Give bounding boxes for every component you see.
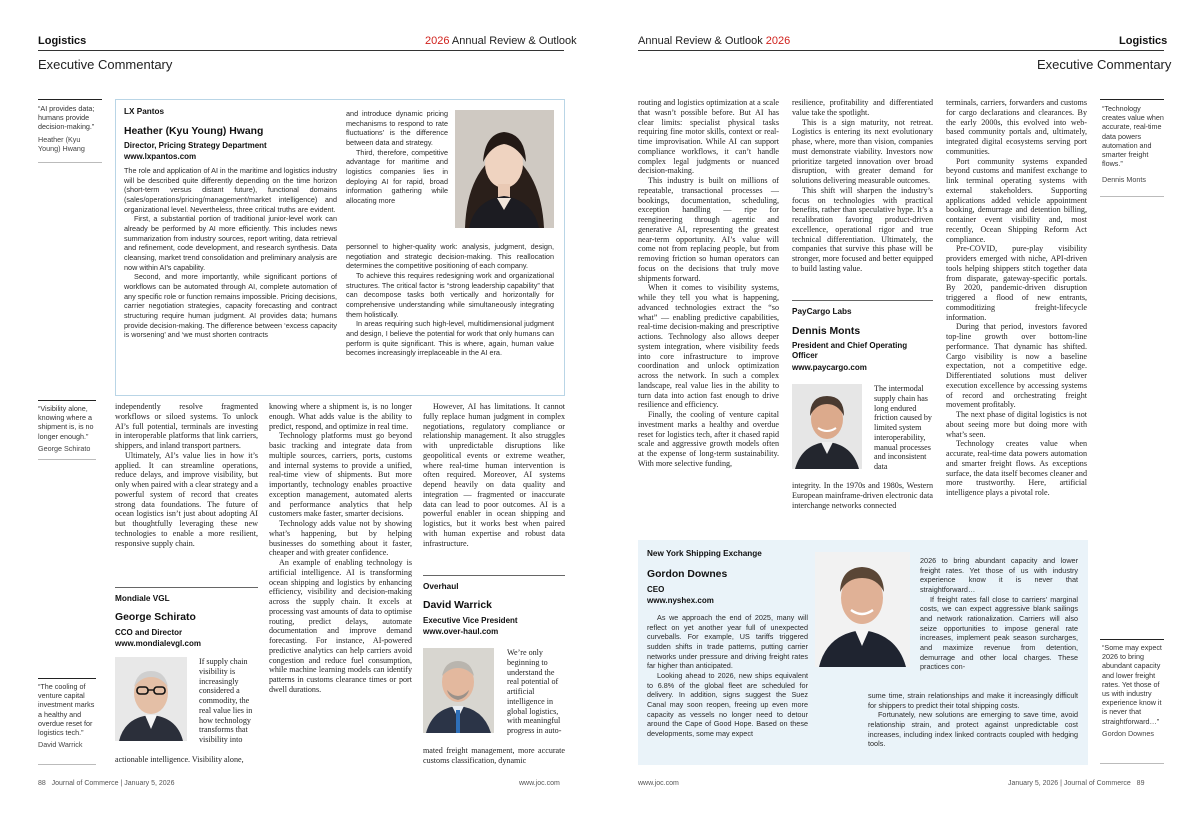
headshot-photo — [423, 648, 494, 733]
article-body: mated freight management, more accurate customs classification, dynamic — [423, 746, 565, 765]
article-body: However, AI has limitations. It cannot fully replace human judgment in complex negotiations, regulatory compliance or relationship management. It also struggles with unpredictable disruptions like geopolitical events or extreme weather, where real-time human intervention is often required. Moreover, AI systems depend heavily on data quality and integration — fragmented or inaccurate data can lead to poor outcomes. AI is a powerful enabler in ocean shipping and logistics, but it works best when paired with human expertise and robust data infrastructure. — [423, 402, 565, 548]
company-name: PayCargo Labs — [792, 307, 852, 316]
right-running-section: Logistics — [1119, 35, 1168, 47]
pull-quote: “Some may expect 2026 to bring abundant capacity and lower freight rates. Yet those of us with industry experience know it is never that straightforward…” Gordon Downes — [1102, 643, 1162, 738]
right-page-title: Executive Commentary — [1037, 57, 1172, 72]
company-name: New York Shipping Exchange — [647, 549, 762, 558]
article-body: and introduce dynamic pricing mechanisms to respond to rate fluctuations’ is the difference between data and strategy. Third, therefore, competitive advantage for maritime and logistics companies lies in deploying AI for rapid, broad information gathering while allocating more — [346, 109, 448, 205]
article-body: 2026 to bring abundant capacity and lower freight rates. Yet those of us with industry experience know it is never that straightforward… If freight rates fall close to carriers’ marginal costs, we can expect aggressive blank sailings and network rationalization. Carriers will also seize opportunities to impose general rate increases, implement peak season surcharges, and maximize revenue from detention, demurrage and other local charges. These practices con- — [920, 556, 1078, 672]
article-body: actionable intelligence. Visibility alone, — [115, 755, 244, 764]
article-body: knowing where a shipment is, is no longer enough. What adds value is the ability to predict, respond, and optimize in real time. Technology platforms must go beyond basic tracking and integrate data from multiple sources, carriers, ports, customs and internal systems to provide a unified, real-time view of shipments. But more importantly, technology enables proactive exception management, automated alerts and performance analytics that help customers make faster, smarter decisions. Technology adds value not by showing what’s happening, but by helping businesses do something about it faster, cheaper and with greater confidence. An example of enabling technology is artificial intelligence. AI is transforming ocean shipping and logistics by enhancing efficiency, visibility and decision-making across the supply chain. It excels at processing vast amounts of data to optimise routing, predict delays, automate documentation and improve demand forecasting. For instance, AI-powered predictive analytics can help carriers avoid congestion and reduce fuel consumption, while machine learning models can identify patterns in customs clearance times or port dwell durations. — [269, 402, 412, 694]
person-title: President and Chief Operating Officer — [792, 341, 908, 360]
article-body: personnel to higher-quality work: analysis, judgment, design, negotiation and strategic decision-making. This reallocation determines the competitive positioning of each company. To achieve this requires redesigning work and organizational structures. The critical factor is “strong leadership capability” that can decompose tasks both vertically and horizontally for comprehensive understanding while simultaneously integrating them holistically. In areas requiring such high-level, multidimensional judgment and design, I believe the potential for work that only humans can perform is quite significant. This is where, again, human value becomes increasingly irreplaceable in the AI era. — [346, 242, 554, 358]
company-url[interactable]: www.lxpantos.com — [124, 152, 197, 161]
company-url[interactable]: www.over-haul.com — [423, 627, 499, 636]
footer-url[interactable]: www.joc.com — [519, 780, 560, 787]
pull-quote: “The cooling of venture capital investment marks a healthy and overdue reset for logistics tech.” David Warrick — [38, 682, 95, 750]
article-body: integrity. In the 1970s and 1980s, Western European mainframe-driven electronic data interchange networks connected — [792, 481, 933, 510]
person-name: George Schirato — [115, 612, 196, 623]
company-url[interactable]: www.nyshex.com — [647, 596, 714, 605]
footer-url[interactable]: www.joc.com — [638, 780, 679, 787]
person-title: Director, Pricing Strategy Department — [124, 141, 267, 150]
article-body: As we approach the end of 2025, many will reflect on yet another year full of unexpected curveballs. For example, US tariffs triggered sudden shifts in trade patterns, putting carrier networks under pressure and driving freight rates far higher than anticipated. Looking ahead to 2026, new ships equivalent to 6.8% of the global fleet are scheduled for delivery. In addition, signs suggest the Suez Canal may soon reopen, freeing up even more capacity as vessels no longer need to detour around the Cape of Good Hope. Based on these developments, some may expect — [647, 613, 808, 738]
company-name: Mondiale VGL — [115, 594, 170, 603]
article-body: The role and application of AI in the maritime and logistics industry will be described quite differently depending on the time horizon (short-term versus distant future), functional domains (sales/operations/pricing/management/market intelligence) and organizational level. Nevertheless, three critical truths are evident. First, a substantial portion of traditional junior-level work can already be performed by AI more efficiently. This includes news summarization from industry sources, report writing, data retrieval and refinement, code development, and research synthesis. Data cleansing, market trend consolidation and preliminary analysis are now within AI’s capability. Second, and more importantly, while significant portions of workflows can be automated through AI, complete automation of any specific role or function remains impossible. Pricing decisions, carrier negotiation strategies, capacity forecasting and contract structuring require human judgment. AI provides data; humans provide decision-making. The difference between ‘excess capacity is worsening’ and ‘we must shorten contracts — [124, 166, 337, 340]
headshot-photo — [792, 384, 862, 469]
person-name: Heather (Kyu Young) Hwang — [124, 126, 264, 137]
pull-quote: “Technology creates value when accurate, real-time data powers automation and smarter freight flows.” Dennis Monts — [1102, 104, 1164, 185]
company-name: Overhaul — [423, 582, 459, 591]
footer-right: January 5, 2026 | Journal of Commerce 89 — [1008, 780, 1145, 787]
article-body: resilience, profitability and differentiated value take the spotlight. This is a sign maturity, not retreat. Logistics is entering its next evolutionary phase, where, more than vision, companies must demonstrate viability. Investors now prioritize targeted innovation over broad disruption, with greater demand for solutions delivering measurable outcomes. This shift will sharpen the industry’s focus on technologies with practical benefits, rather than speculative hype. It’s a recalibration favoring product-driven excellence, operational rigor and true technical differentiation. Ultimately, the companies that survive this phase will be stronger, more focused and better equipped to build lasting value. — [792, 98, 933, 273]
person-name: Dennis Monts — [792, 326, 861, 337]
footer-left: 88 Journal of Commerce | January 5, 2026 — [38, 780, 175, 787]
article-body: If supply chain visibility is increasingly considered a commodity, the real value lies in how technology transforms that visibility into — [199, 657, 253, 744]
article-body: sume time, strain relationships and make it increasingly difficult for shippers to predict their total shipping costs. Fortunately, new solutions are emerging to save time, avoid relationship strain, and protect against unpredictable cost increases, including index linked contracts coupled with hedging tools. — [868, 691, 1078, 749]
article-body: independently resolve fragmented workflows or siloed systems. To unlock AI’s full potential, terminals are investing in interoperable platforms that link carriers, shippers, and inland transport partners. Ultimately, AI’s value lies in how it’s applied. It can streamline operations, reduce delays, and improve visibility, but only when paired with a clear strategy and a powerful system of record that creates strong data foundations. The future of ocean logistics isn’t just about adopting AI but thoughtfully leveraging these new technologies to enable a more resilient, responsive supply chain. — [115, 402, 258, 548]
article-body: terminals, carriers, forwarders and customs for cargo declarations and clearances. By the early 2000s, this evolved into web-based community portals and, ultimately, integrated digital ecosystems serving port communities. Port community systems expanded beyond customs and manifest exchange to link terminal operating systems with external stakeholders. Supporting applications added vehicle appointment booking, demurrage and detention billing, container event visibility and, most recently, Ocean Shipping Reform Act compliance. Pre-COVID, pure-play visibility providers emerged with niche, API-driven tools helping shippers stitch together data from disparate, gateway-specific portals. By 2020, pandemic-driven disruption triggered a flood of new entrants, commoditizing freight-lifecycle information. During that period, investors favored top-line growth over bottom-line performance. That dynamic has shifted. Cargo visibility is now a baseline expectation, not a competitive edge. Differentiated solutions must deliver execution excellence by accessing systems of record and orchestrating freight movement profitably. The next phase of digital logistics is not about seeing more but doing more with what’s seen. Technology creates value when accurate, real-time data powers automation and smarter freight flows. As exceptions surface, the data itself becomes cleaner and more trustworthy. Here, artificial intelligence plays a pivotal role. — [946, 98, 1087, 497]
company-url[interactable]: www.paycargo.com — [792, 363, 867, 372]
left-page-title: Executive Commentary — [38, 57, 173, 72]
headshot-photo — [815, 552, 910, 667]
left-running-title: 2026 Annual Review & Outlook — [425, 35, 577, 47]
person-title: CCO and Director — [115, 628, 183, 637]
headshot-photo — [115, 657, 187, 741]
article-body: We’re only beginning to understand the real potential of artificial intelligence in global logistics, with meaningful progress in auto- — [507, 648, 562, 735]
headshot-photo — [455, 110, 554, 228]
person-title: CEO — [647, 585, 665, 594]
company-url[interactable]: www.mondialevgl.com — [115, 639, 201, 648]
person-name: David Warrick — [423, 600, 492, 611]
article-body: routing and logistics optimization at a scale that wasn’t possible before. But AI has clear limits: specialist physical tasks requiring fine motor skills, context or real-time improvisation. While AI can support compliance workflows, it can’t handle complex legal judgments or nuanced decision-making. This industry is built on millions of repeatable, transactional processes — bookings, documentation, scheduling, exception handling — ripe for reengineering through agentic and generative AI, representing the greatest near-term opportunity. AI’s value will come not from replacing people, but from removing friction so human operators can focus on the decisions that truly move shipments forward. When it comes to visibility systems, while they tell you what is happening, advanced technologies extract the “so what” — enabling predictive capabilities, real-time decision-making and prescriptive actions. Technology also allows deeper system integration, where visibility feeds into core infrastructure to improve coordination and unlock optimization across the network. In such a complex landscape, real value lies in the ability to turn data into action fast enough to drive resilience and efficiency. Finally, the cooling of venture capital investment marks a healthy and overdue reset for logistics tech, after it chased rapid scale and aggressive growth models often at the expense of long-term sustainability. With more selective funding, — [638, 98, 779, 468]
left-running-section: Logistics — [38, 35, 87, 47]
person-title: Executive Vice President — [423, 616, 518, 625]
company-name: LX Pantos — [124, 107, 165, 116]
right-running-title: Annual Review & Outlook 2026 — [638, 35, 791, 47]
pull-quote: “AI provides data; humans provide decision-making.” Heather (Kyu Young) Hwang — [38, 104, 95, 153]
article-body: The intermodal supply chain has long endured friction caused by limited system interoperability, manual processes and inconsistent data — [874, 384, 932, 471]
pull-quote: “Visibility alone, knowing where a shipment is, is no longer enough.” George Schirato — [38, 404, 94, 453]
person-name: Gordon Downes — [647, 569, 728, 580]
